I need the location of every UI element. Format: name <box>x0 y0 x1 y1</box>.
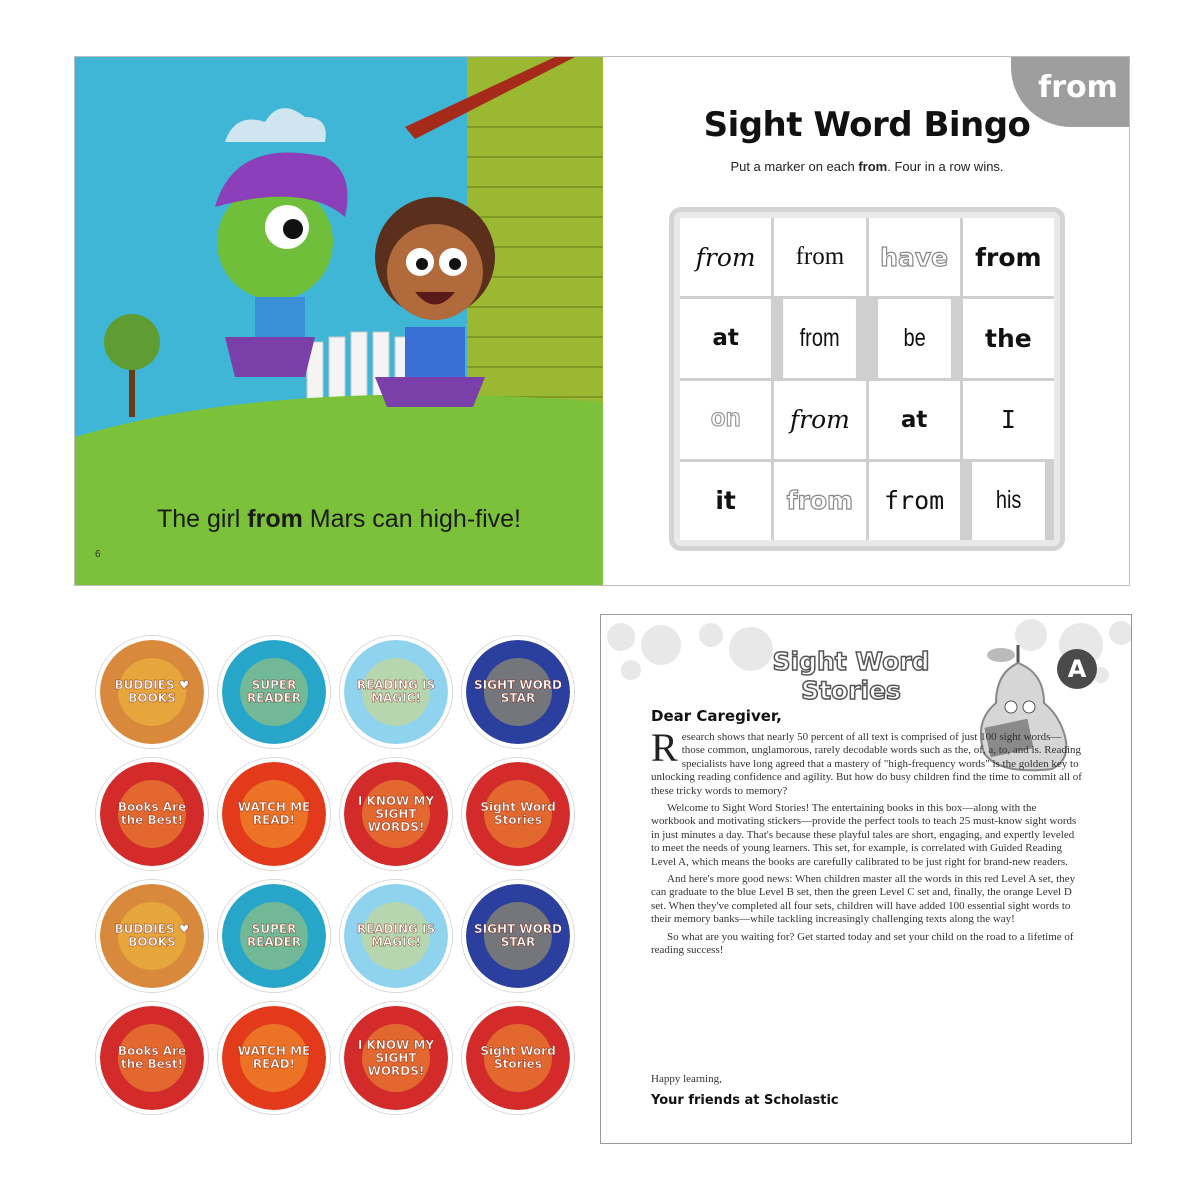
series-title-line1: Sight Word <box>772 647 930 676</box>
bingo-title: Sight Word Bingo <box>703 105 1031 145</box>
sticker-text: READING IS MAGIC! <box>356 922 436 949</box>
sticker-art <box>222 1006 326 1110</box>
series-title-line2: Stories <box>801 676 901 705</box>
page-number: 6 <box>95 549 101 560</box>
sticker-art <box>344 640 448 744</box>
bingo-cell[interactable]: from <box>774 462 865 540</box>
sticker <box>340 636 452 748</box>
level-badge: A <box>1057 649 1097 689</box>
sticker-art <box>344 762 448 866</box>
sticker-text: Sight Word Stories <box>480 800 556 827</box>
bingo-cell[interactable]: I <box>963 381 1054 459</box>
sticker-art <box>466 1006 570 1110</box>
bingo-cell[interactable]: it <box>680 462 771 540</box>
bingo-cell[interactable]: be <box>878 299 951 377</box>
sticker <box>340 1002 452 1114</box>
bingo-cell[interactable]: his <box>972 462 1045 540</box>
sticker <box>218 880 330 992</box>
sticker-text: SUPER READER <box>246 922 302 949</box>
sticker-art <box>222 762 326 866</box>
bingo-grid <box>680 218 1054 540</box>
sticker-text: Books Are the Best! <box>117 800 187 827</box>
sticker-art <box>466 762 570 866</box>
bingo-cell[interactable]: from <box>963 218 1054 296</box>
sticker-art <box>466 640 570 744</box>
bingo-cell[interactable]: from <box>680 218 771 296</box>
bingo-cell[interactable]: from <box>774 381 865 459</box>
sticker <box>462 880 574 992</box>
sticker <box>96 1002 208 1114</box>
sticker-text: WATCH ME READ! <box>237 1044 311 1071</box>
drop-cap: R <box>651 725 678 770</box>
story-illustration <box>75 57 603 586</box>
bingo-cell[interactable]: the <box>963 299 1054 377</box>
letter-signature: Your friends at Scholastic <box>651 1093 839 1108</box>
sticker <box>462 636 574 748</box>
bingo-board <box>669 207 1065 551</box>
bingo-cell[interactable]: from <box>783 299 856 377</box>
sticker <box>218 758 330 870</box>
caregiver-letter <box>600 614 1132 1144</box>
sticker <box>218 1002 330 1114</box>
instruction-pre: Put a marker on each <box>730 159 859 174</box>
bingo-cell[interactable]: at <box>869 381 960 459</box>
letter-paragraph <box>651 725 1083 798</box>
book-spread <box>74 56 1130 586</box>
story-caption <box>75 505 603 534</box>
sticker <box>218 636 330 748</box>
letter-signoff: Happy learning, <box>651 1073 722 1085</box>
caption-sight-word: from <box>247 505 303 533</box>
sticker-art <box>100 884 204 988</box>
instruction-post: . Four in a row wins. <box>887 159 1004 174</box>
letter-paragraph: So what are you waiting for? Get started today and set your child on the road to a lifetime of reading success! <box>651 930 1074 957</box>
bingo-instruction <box>603 159 1130 174</box>
letter-greeting: Dear Caregiver, <box>651 707 782 725</box>
sticker <box>96 880 208 992</box>
sticker-art <box>344 884 448 988</box>
sticker <box>462 1002 574 1114</box>
letter-body <box>651 725 1083 962</box>
sticker-text: BUDDIES ♥ BOOKS <box>114 678 190 705</box>
bingo-cell[interactable]: have <box>869 218 960 296</box>
instruction-word: from <box>858 159 888 174</box>
sticker-art <box>466 884 570 988</box>
sticker-art <box>100 640 204 744</box>
caption-post: Mars can high-five! <box>302 505 521 533</box>
sticker <box>96 758 208 870</box>
series-title <box>721 647 981 705</box>
sticker-text: WATCH ME READ! <box>237 800 311 827</box>
bingo-cell[interactable]: from <box>869 462 960 540</box>
sticker <box>462 758 574 870</box>
sticker <box>96 636 208 748</box>
sticker-art <box>100 762 204 866</box>
letter-paragraph: And here's more good news: When children master all the words in this red Level A set, they can graduate to the blue Level B set, then the green Level C set and, finally, the orange Level D set. When they've completed all four sets, children will have added 100 essential sight words to their memory banks—while tackling increasingly challenging texts along the way! <box>651 873 1076 926</box>
sticker-art <box>222 640 326 744</box>
bingo-cell[interactable]: at <box>680 299 771 377</box>
sticker-art <box>222 884 326 988</box>
sticker-sheet <box>96 636 586 1116</box>
sticker-text: Books Are the Best! <box>117 1044 187 1071</box>
sticker-text: BUDDIES ♥ BOOKS <box>114 922 190 949</box>
sticker-text: READING IS MAGIC! <box>356 678 436 705</box>
sticker-art <box>100 1006 204 1110</box>
sticker-art <box>344 1006 448 1110</box>
bingo-page <box>603 57 1130 586</box>
letter-paragraph: Welcome to Sight Word Stories! The entertaining books in this box—along with the workbook and motivating stickers—provide the perfect tools to teach 25 must-know sight words in just minutes a day. That's because these playful tales are short, engaging, and expertly leveled to meet the needs of young learners. This set, for example, is correlated with Guided Reading Level A, which means the books are carefully calibrated to be just right for brand-new readers. <box>651 802 1077 868</box>
sight-word-tab: from <box>1011 57 1130 127</box>
sticker-text: I KNOW MY SIGHT WORDS! <box>357 1037 435 1078</box>
sticker-text: Sight Word Stories <box>480 1044 556 1071</box>
sticker-text: SIGHT WORD STAR <box>474 678 562 705</box>
sticker-text: I KNOW MY SIGHT WORDS! <box>357 793 435 834</box>
sticker-text: SIGHT WORD STAR <box>474 922 562 949</box>
sticker <box>340 880 452 992</box>
sticker-text: SUPER READER <box>246 678 302 705</box>
paragraph-text: esearch shows that nearly 50 percent of all text is comprised of just 100 sight words—those common, unglamorous, rarely decodable words such as the, of, a, to, and is. Reading specialists have long agreed that a mastery of "high-frequency words" is the golden key to unlocking reading confidence and agility. But how do busy children find the time to commit all of these tricky words to memory? <box>651 731 1082 797</box>
bingo-cell[interactable]: on <box>680 381 771 459</box>
caption-pre: The girl <box>156 505 248 533</box>
bingo-cell[interactable]: from <box>774 218 865 296</box>
sticker <box>340 758 452 870</box>
